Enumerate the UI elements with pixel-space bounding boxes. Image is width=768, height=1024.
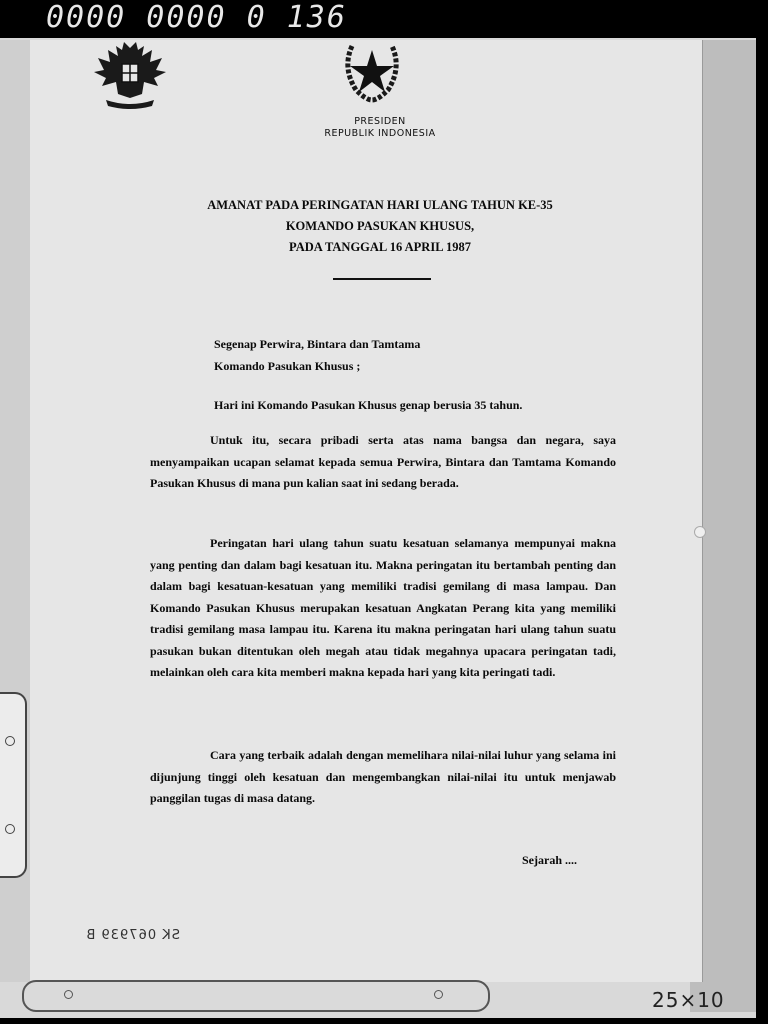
- title-divider: [333, 278, 431, 280]
- salutation-line-2: Komando Pasukan Khusus ;: [214, 358, 361, 373]
- punch-hole: [694, 526, 706, 538]
- film-header: [0, 0, 768, 38]
- title-line-1: AMANAT PADA PERINGATAN HARI ULANG TAHUN KE-35: [207, 198, 553, 212]
- presidential-star-seal-icon: [330, 38, 414, 104]
- continuation-word: Sejarah ....: [522, 853, 577, 867]
- paragraph-3: [150, 533, 616, 684]
- clip-hole: [434, 990, 443, 999]
- salutation-line-1: Segenap Perwira, Bintara dan Tamtama: [214, 337, 421, 351]
- paragraph-1: Hari ini Komando Pasukan Khusus genap berusia 35 tahun.: [214, 398, 523, 412]
- title-line-2: KOMANDO PASUKAN KHUSUS,: [285, 219, 475, 233]
- paragraph-2: [150, 430, 616, 495]
- paragraph-4-text: Cara yang terbaik adalah dengan memelihara nilai-nilai luhur yang selama ini dijunjung tinggi oleh kesatuan dan mengembangkan nilai-nilai itu untuk menjawab panggilan tugas di masa datang.: [150, 748, 616, 805]
- binder-hole: [5, 736, 15, 746]
- office-line-republic: REPUBLIK INDONESIA: [324, 128, 436, 139]
- speech-title: [170, 195, 590, 258]
- title-line-3: PADA TANGGAL 16 APRIL 1987: [289, 240, 471, 254]
- letterhead-office: [260, 116, 500, 140]
- salutation: [214, 334, 614, 377]
- office-line-president: PRESIDEN: [354, 116, 406, 127]
- garuda-emblem-icon: [88, 38, 172, 110]
- paragraph-3-text: Peringatan hari ulang tahun suatu kesatuan selamanya mempunyai makna yang penting dan dalam bagi kesatuan itu. Makna peringatan itu bertambah penting dan dalam bagi kesatuan-kesatuan yang memiliki tradisi gemilang di masa lampau. Dan Komando Pasukan Khusus merupakan kesatuan Angkatan Perang kita yang memiliki tradisi gemilang masa lampau itu. Karena itu makna peringatan hari ulang tahun suatu pasukan bukan ditentukan oleh megah atau tidak megahnya upacara peringatan tadi, melainkan oleh cara kita memberi makna kepada hari yang kita peringati tadi.: [150, 536, 616, 679]
- paragraph-4: [150, 745, 616, 810]
- reduction-ratio-label: 25×10: [652, 988, 725, 1012]
- binder-tab: [0, 692, 27, 878]
- clip-hole: [64, 990, 73, 999]
- bottom-clip-bar: [22, 980, 490, 1012]
- film-frame-number: 0000 0000 0 136: [46, 0, 347, 35]
- binder-hole: [5, 824, 15, 834]
- paragraph-2-text: Untuk itu, secara pribadi serta atas nama bangsa dan negara, saya menyampaikan ucapan selamat kepada semua Perwira, Bintara dan Tamtama Komando Pasukan Khusus di mana pun kalian saat ini sedang berada.: [150, 433, 616, 490]
- document-page: [30, 40, 703, 982]
- document-code: SK 067939 B: [85, 928, 180, 943]
